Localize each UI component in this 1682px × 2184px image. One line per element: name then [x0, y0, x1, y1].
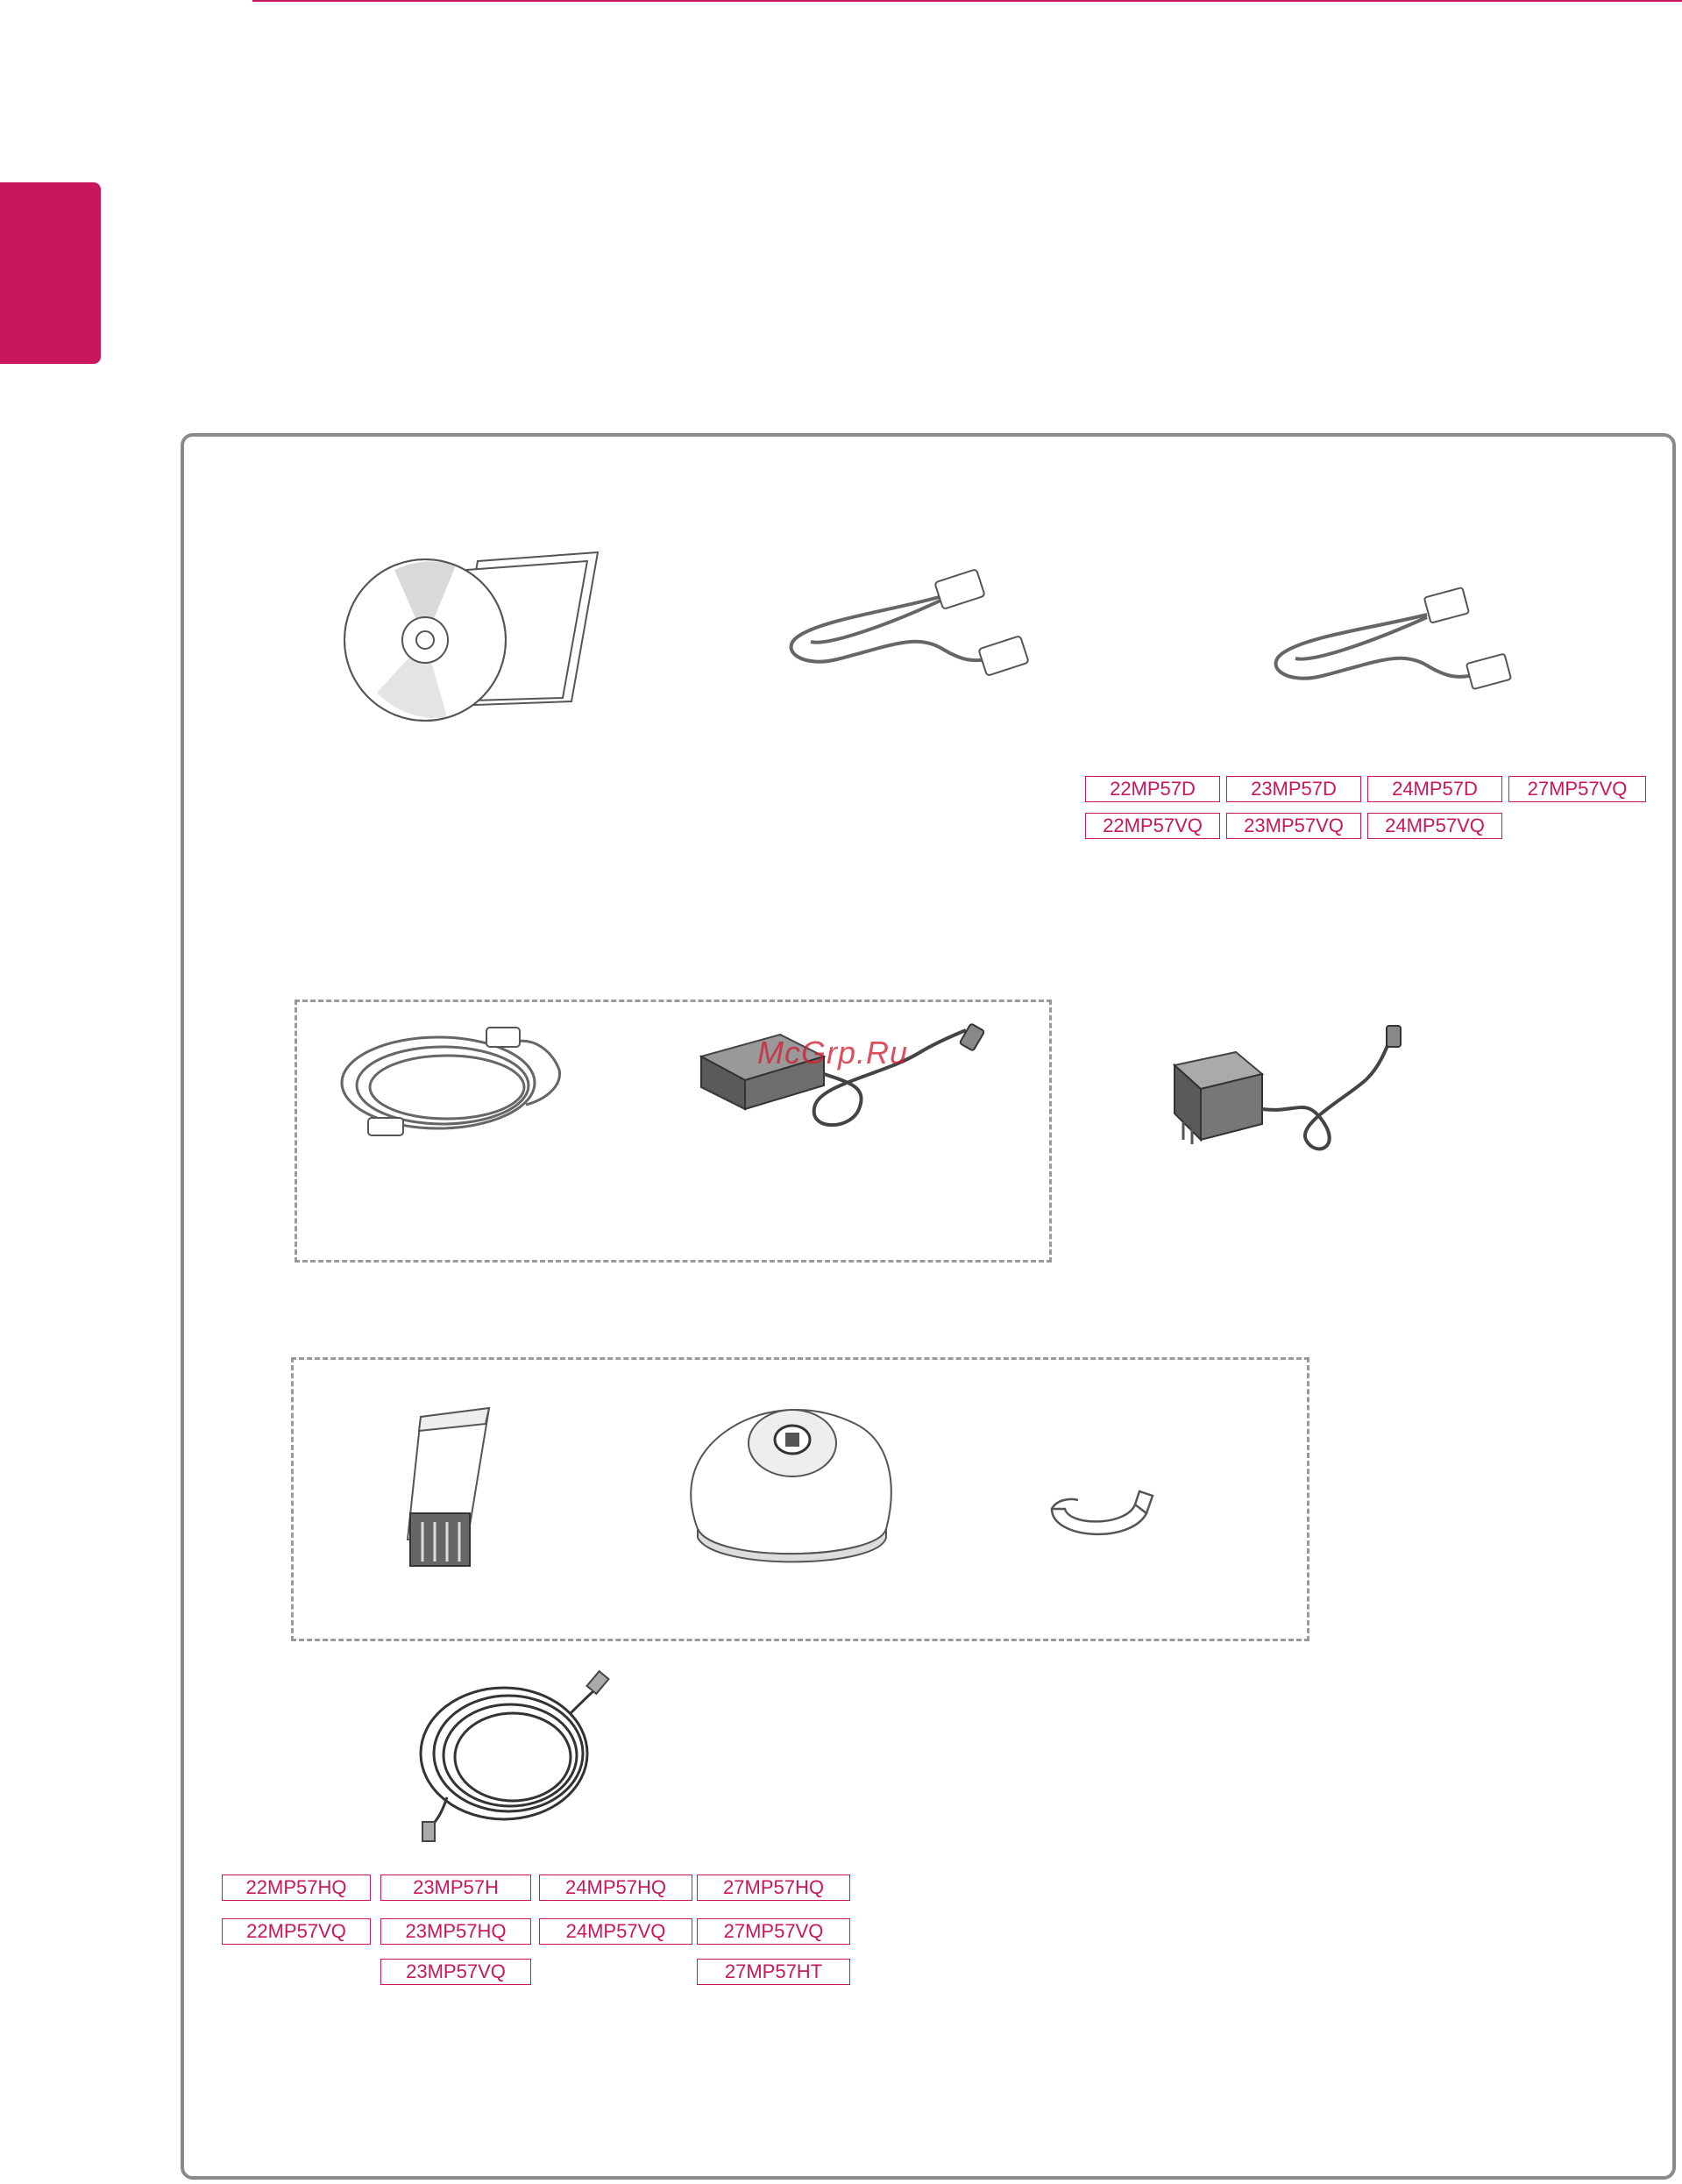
header-rule	[252, 0, 1682, 2]
cd-manual-icon	[342, 544, 605, 710]
power-cord-icon	[333, 1017, 570, 1149]
model-tag: 27MP57HQ	[697, 1875, 850, 1901]
hdmi-cable-icon	[412, 1666, 614, 1841]
model-tag: 24MP57D	[1367, 776, 1502, 802]
watermark: McGrp.Ru	[757, 1035, 909, 1071]
cable-holder-icon	[1043, 1487, 1157, 1557]
d-sub-cable-icon	[784, 563, 1039, 686]
model-tag: 27MP57HT	[697, 1959, 850, 1985]
model-tag: 22MP57HQ	[222, 1875, 371, 1901]
model-tag: 23MP57HQ	[380, 1918, 531, 1945]
stand-body-icon	[394, 1399, 500, 1575]
model-tag: 24MP57HQ	[539, 1875, 692, 1901]
model-tag: 24MP57VQ	[1367, 813, 1502, 839]
model-tag: 27MP57VQ	[1508, 776, 1646, 802]
model-tag: 23MP57VQ	[1226, 813, 1361, 839]
model-tag: 27MP57VQ	[697, 1918, 850, 1945]
wall-adapter-icon	[1157, 1026, 1437, 1184]
model-tag: 22MP57VQ	[222, 1918, 371, 1945]
model-tag: 23MP57VQ	[380, 1959, 531, 1985]
model-tag: 23MP57D	[1226, 776, 1361, 802]
model-tag: 22MP57VQ	[1085, 813, 1220, 839]
model-tag: 23MP57H	[380, 1875, 531, 1901]
language-tab	[0, 182, 101, 364]
model-tag: 22MP57D	[1085, 776, 1220, 802]
dvi-cable-icon	[1269, 575, 1523, 707]
stand-base-icon	[680, 1398, 899, 1573]
model-tag: 24MP57VQ	[539, 1918, 692, 1945]
